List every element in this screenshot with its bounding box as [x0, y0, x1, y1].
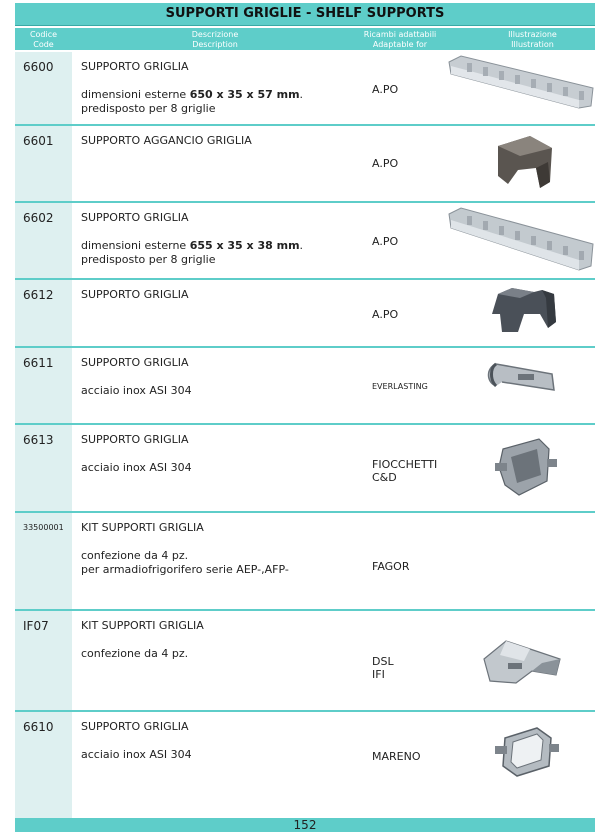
- product-code: 6601: [23, 134, 54, 148]
- product-code: 6613: [23, 433, 54, 447]
- product-description: SUPPORTO GRIGLIA acciaio inox ASI 304: [81, 356, 192, 397]
- product-description: KIT SUPPORTI GRIGLIA confezione da 4 pz.: [81, 619, 204, 660]
- adaptable-for: EVERLASTING: [372, 382, 428, 391]
- product-code: 33500001: [23, 523, 64, 532]
- table-row: [15, 712, 595, 808]
- header-adaptable: Ricambi adattabili Adaptable for: [363, 30, 437, 49]
- page-number: 152: [15, 818, 595, 832]
- product-description: KIT SUPPORTI GRIGLIA confezione da 4 pz. per armadiofrigorifero serie AEP-,AFP-: [81, 521, 289, 576]
- product-description: SUPPORTO GRIGLIA acciaio inox ASI 304: [81, 433, 192, 474]
- product-code: 6610: [23, 720, 54, 734]
- clamp-support-icon: [493, 437, 563, 497]
- adaptable-for: A.PO: [372, 83, 399, 96]
- adaptable-for: A.PO: [372, 308, 399, 321]
- adaptable-for: FAGOR: [372, 560, 410, 573]
- clip-support-icon: [482, 356, 562, 400]
- bracket-support-icon: [490, 284, 570, 336]
- adaptable-for: DSL IFI: [372, 655, 394, 681]
- product-code: 6611: [23, 356, 54, 370]
- table-row: [15, 425, 595, 513]
- product-description: SUPPORTO GRIGLIA acciaio inox ASI 304: [81, 720, 192, 761]
- product-code: 6600: [23, 60, 54, 74]
- header-code: Codice Code: [29, 30, 58, 49]
- loop-clip-icon: [493, 724, 563, 778]
- product-code: 6602: [23, 211, 54, 225]
- table-row: [15, 611, 595, 712]
- adaptable-for: MARENO: [372, 750, 421, 763]
- product-code: 6612: [23, 288, 54, 302]
- product-description: SUPPORTO GRIGLIA dimensioni esterne 650 x 35 x 57 mm. predisposto per 8 griglie: [81, 60, 304, 115]
- table-row: [15, 513, 595, 611]
- table-row: [15, 126, 595, 203]
- rail-support-icon: [447, 206, 595, 272]
- header-illustration: Illustrazione Illustration: [508, 30, 557, 49]
- rail-support-icon: [447, 54, 595, 110]
- adaptable-for: FIOCCHETTI C&D: [372, 458, 438, 484]
- product-code: IF07: [23, 619, 49, 633]
- adaptable-for: A.PO: [372, 235, 399, 248]
- product-description: SUPPORTO AGGANCIO GRIGLIA: [81, 134, 252, 147]
- kit-clip-icon: [478, 635, 566, 687]
- hook-block-icon: [490, 132, 560, 192]
- product-description: SUPPORTO GRIGLIA dimensioni esterne 655 x 35 x 38 mm. predisposto per 8 griglie: [81, 211, 304, 266]
- header-description: Descrizione Description: [191, 30, 239, 49]
- product-description: SUPPORTO GRIGLIA: [81, 288, 189, 301]
- table-row: [15, 203, 595, 280]
- table-row: [15, 52, 595, 126]
- table-row: [15, 348, 595, 425]
- table-header: [15, 28, 595, 50]
- page-title: SUPPORTI GRIGLIE - SHELF SUPPORTS: [15, 3, 595, 26]
- adaptable-for: A.PO: [372, 157, 399, 170]
- table-row: [15, 280, 595, 348]
